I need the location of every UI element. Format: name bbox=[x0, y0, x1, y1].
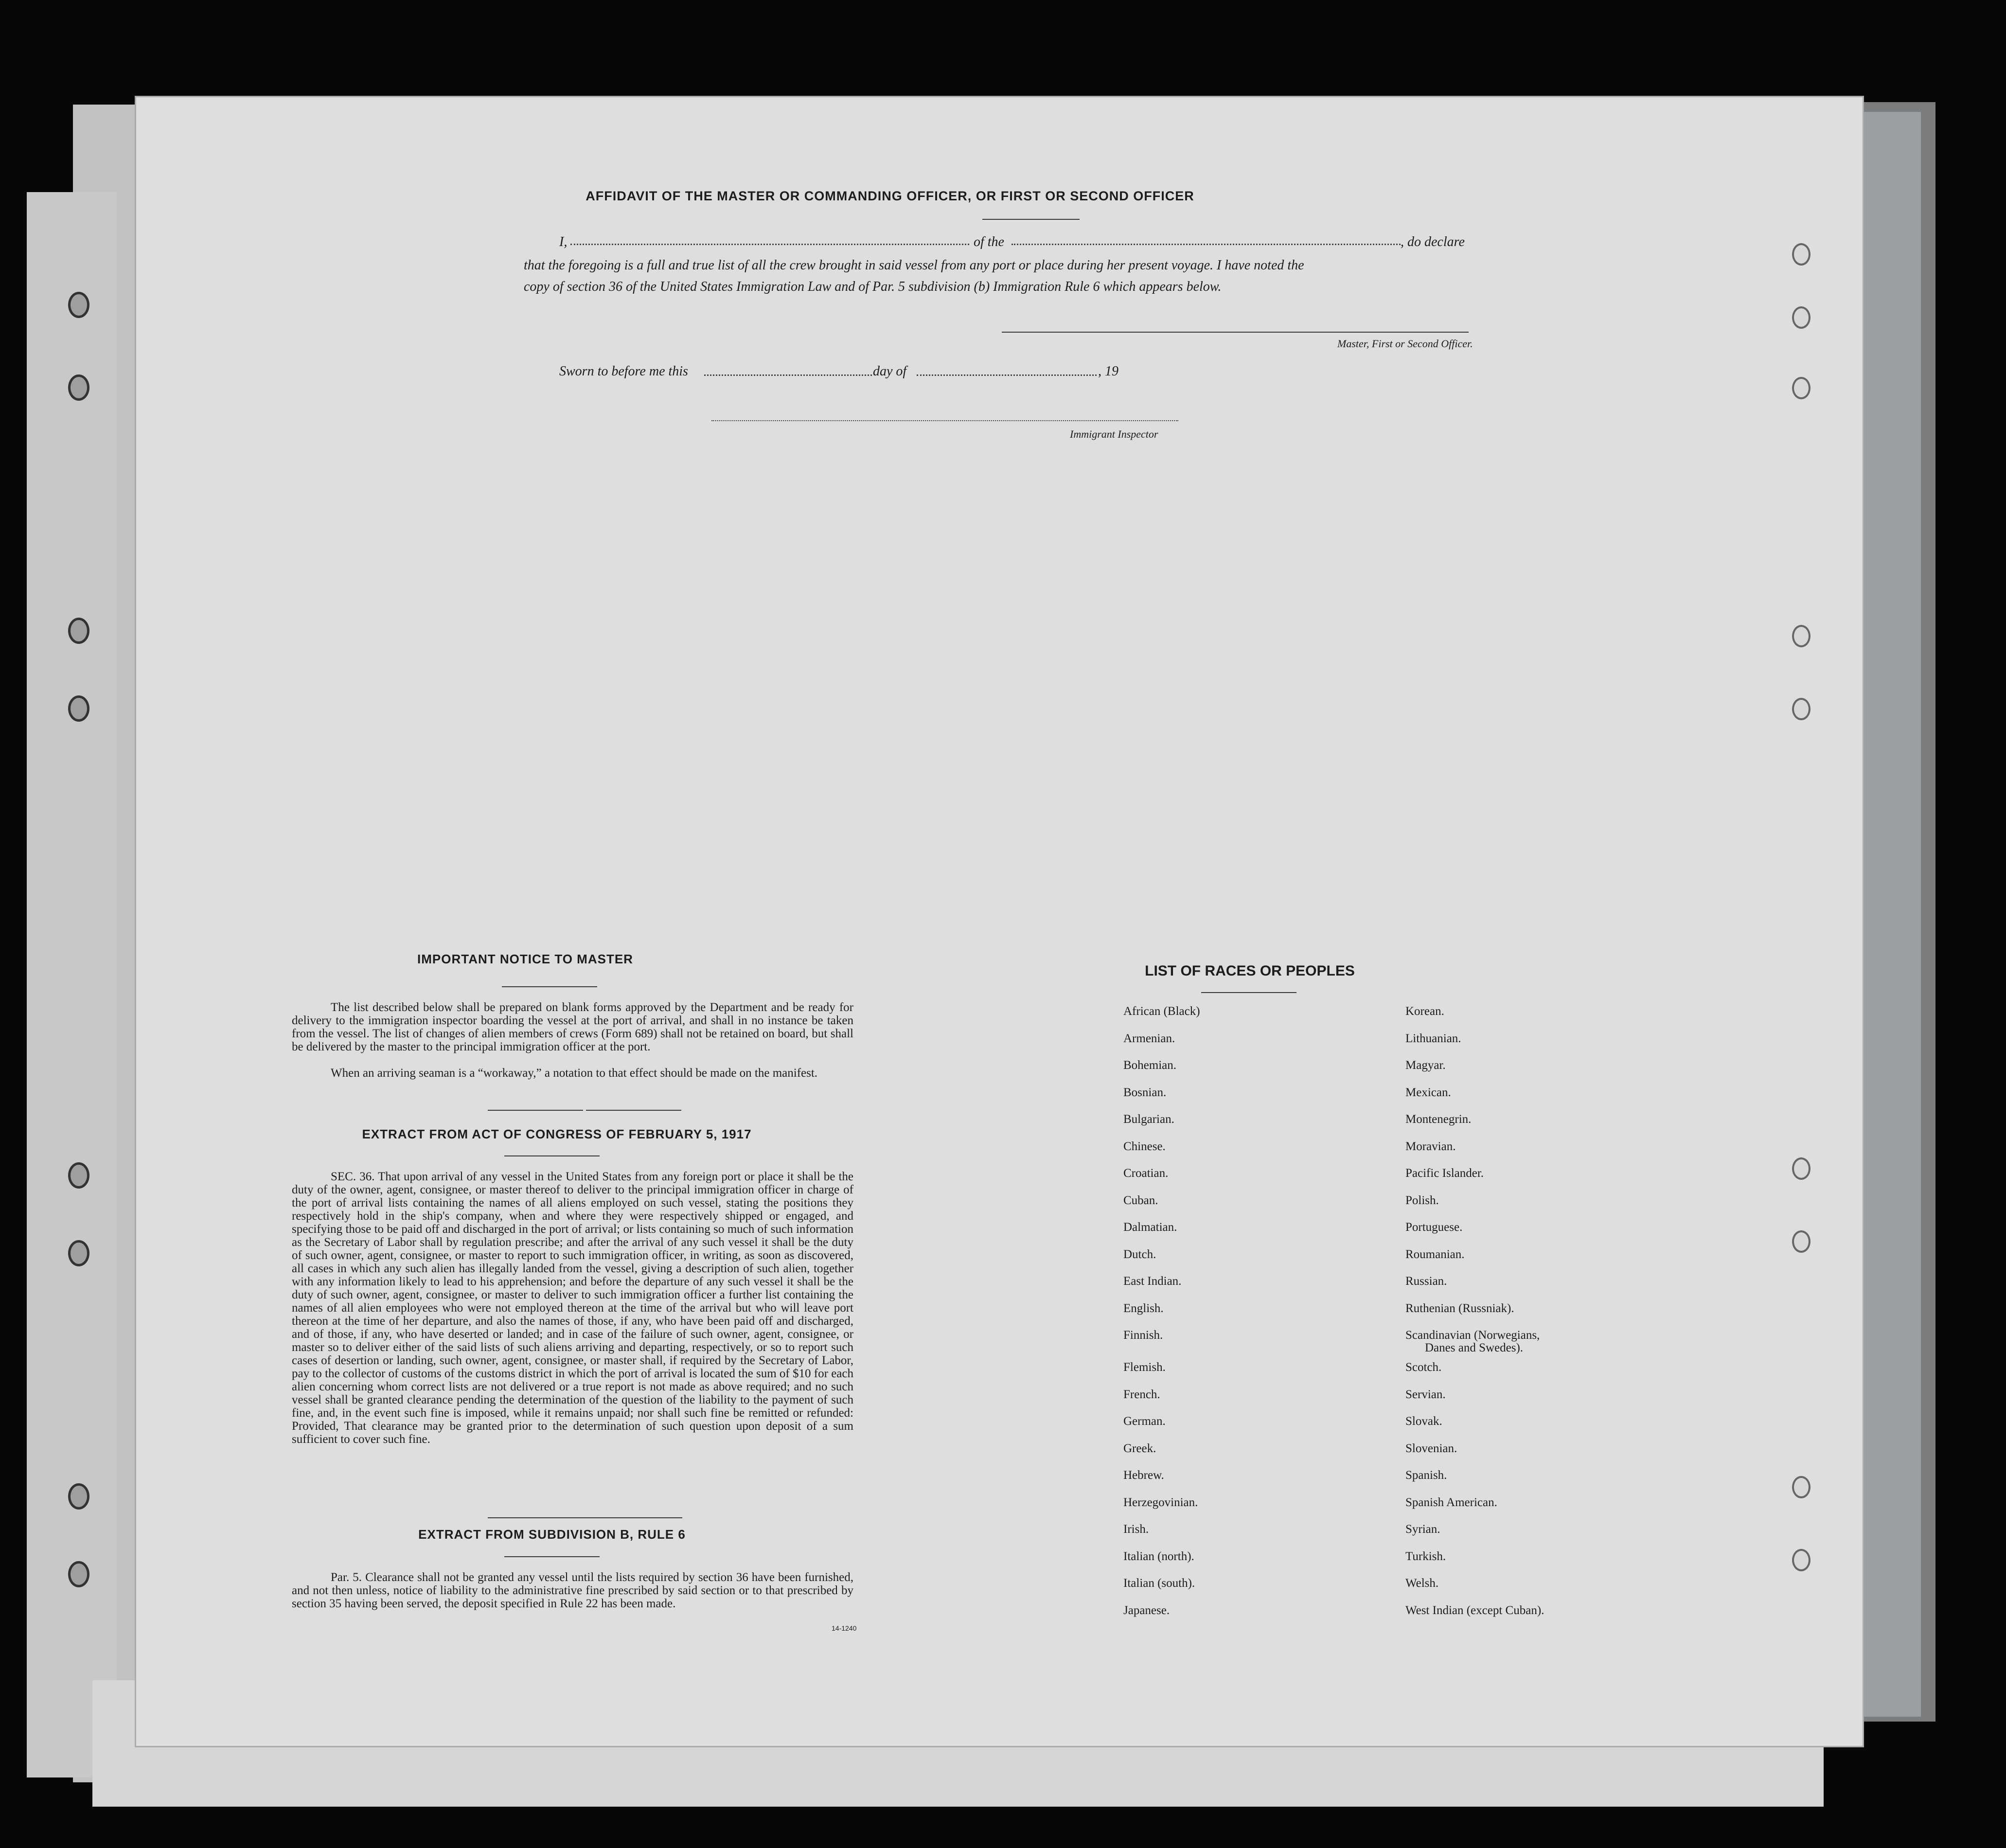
rule-extract-title: EXTRACT FROM SUBDIVISION B, RULE 6 bbox=[418, 1527, 686, 1542]
master-name-field[interactable] bbox=[570, 244, 969, 245]
race-item: Turkish. bbox=[1405, 1549, 1446, 1563]
separator-rule-right bbox=[586, 1110, 681, 1111]
sworn-year: , 19 bbox=[1098, 364, 1118, 379]
race-item: Bulgarian. bbox=[1123, 1113, 1174, 1126]
binder-hole bbox=[1792, 625, 1811, 647]
notice-paragraph-2: When an arriving seaman is a “workaway,” a notation to that effect should be made on the manifest. bbox=[331, 1066, 818, 1080]
affidavit-do-declare: , do declare bbox=[1401, 234, 1465, 249]
race-item: Cuban. bbox=[1123, 1193, 1158, 1207]
race-item-continuation: Danes and Swedes). bbox=[1425, 1341, 1524, 1354]
race-item: Bohemian. bbox=[1123, 1059, 1177, 1072]
race-item: Dalmatian. bbox=[1123, 1221, 1177, 1234]
separator-rule-left bbox=[488, 1110, 583, 1111]
binder-hole bbox=[68, 1162, 89, 1189]
race-item: Hebrew. bbox=[1123, 1469, 1164, 1482]
backing-sheet-right-edge bbox=[1863, 112, 1921, 1717]
inspector-signature-line[interactable] bbox=[711, 420, 1178, 421]
affidavit-line-2: that the foregoing is a full and true list of all the crew brought in said vessel from any port or place during her present voyage. I have noted the bbox=[524, 258, 1304, 273]
races-title: LIST OF RACES OR PEOPLES bbox=[1145, 963, 1355, 979]
sworn-day-field[interactable] bbox=[704, 374, 872, 376]
form-page bbox=[136, 97, 1863, 1746]
race-item: Armenian. bbox=[1123, 1031, 1175, 1045]
binder-hole bbox=[1792, 243, 1811, 266]
race-item: Italian (south). bbox=[1123, 1577, 1195, 1590]
binder-hole bbox=[68, 1561, 89, 1587]
race-item: Scandinavian (Norwegians, bbox=[1405, 1329, 1540, 1342]
sworn-prefix: Sworn to before me this bbox=[559, 364, 688, 379]
race-item: Servian. bbox=[1405, 1387, 1446, 1401]
race-item: Slovenian. bbox=[1405, 1441, 1457, 1455]
binder-hole bbox=[1792, 377, 1811, 399]
race-item: Croatian. bbox=[1123, 1167, 1169, 1180]
race-item: West Indian (except Cuban). bbox=[1405, 1603, 1544, 1617]
race-item: Mexican. bbox=[1405, 1085, 1451, 1099]
race-item: Irish. bbox=[1123, 1523, 1149, 1536]
race-item: Lithuanian. bbox=[1405, 1031, 1461, 1045]
binder-hole bbox=[1792, 1549, 1811, 1571]
binder-hole bbox=[68, 695, 89, 722]
race-item: Korean. bbox=[1405, 1005, 1444, 1018]
act-extract-title: EXTRACT FROM ACT OF CONGRESS OF FEBRUARY 5, 1917 bbox=[362, 1127, 752, 1141]
binder-hole bbox=[1792, 306, 1811, 329]
form-number: 14-1240 bbox=[832, 1624, 857, 1632]
race-item: Scotch. bbox=[1405, 1361, 1442, 1374]
race-item: Magyar. bbox=[1405, 1059, 1446, 1072]
signature-label: Master, First or Second Officer. bbox=[1337, 338, 1473, 350]
race-item: German. bbox=[1123, 1415, 1166, 1428]
affidavit-i: I, bbox=[559, 234, 568, 249]
binder-hole bbox=[1792, 1157, 1811, 1180]
binder-hole bbox=[68, 1240, 89, 1266]
race-item: Moravian. bbox=[1405, 1139, 1456, 1153]
race-item: Syrian. bbox=[1405, 1523, 1440, 1536]
binder-hole bbox=[1792, 1476, 1811, 1498]
binder-hole bbox=[68, 618, 89, 644]
race-item: Bosnian. bbox=[1123, 1085, 1167, 1099]
race-item: Portuguese. bbox=[1405, 1221, 1463, 1234]
signature-line[interactable] bbox=[1002, 332, 1469, 333]
rule-extract-body: Par. 5. Clearance shall not be granted any vessel until the lists required by section 36 have been furnished, and not then unless, notice of liability to the administrative fine prescribed by said section or to that prescribed by section 35 having been served, the deposit specified in Rule 22 has been made. bbox=[292, 1571, 853, 1610]
sworn-month-field[interactable] bbox=[917, 374, 1097, 376]
race-item: English. bbox=[1123, 1301, 1164, 1315]
race-item: Montenegrin. bbox=[1405, 1113, 1472, 1126]
race-item: Roumanian. bbox=[1405, 1247, 1465, 1261]
sworn-day-of: day of bbox=[873, 364, 907, 379]
binder-hole bbox=[1792, 698, 1811, 720]
binder-hole bbox=[1792, 1230, 1811, 1253]
affidavit-title: AFFIDAVIT OF THE MASTER OR COMMANDING OFFICER, OR FIRST OR SECOND OFFICER bbox=[586, 189, 1194, 203]
race-item: Italian (north). bbox=[1123, 1549, 1194, 1563]
title-rule bbox=[982, 219, 1080, 220]
affidavit-line-3: copy of section 36 of the United States Immigration Law and of Par. 5 subdivision (b) Immigration Rule 6 which appears below. bbox=[524, 279, 1222, 294]
race-item: African (Black) bbox=[1123, 1005, 1200, 1018]
race-item: Dutch. bbox=[1123, 1247, 1156, 1261]
notice-paragraph-1: The list described below shall be prepared on blank forms approved by the Department and be ready for delivery to the immigration inspector boarding the vessel at the port of arrival, and shall in no instance be taken from the vessel. The list of changes of alien members of crews (Form 689) shall not be retained on board, but shall be delivered by the master to the principal immigration officer at the port. bbox=[292, 1001, 853, 1053]
vessel-name-field[interactable] bbox=[1012, 244, 1401, 245]
race-item: Finnish. bbox=[1123, 1329, 1163, 1342]
race-item: Pacific Islander. bbox=[1405, 1167, 1484, 1180]
race-item: Welsh. bbox=[1405, 1577, 1439, 1590]
race-item: Spanish. bbox=[1405, 1469, 1447, 1482]
race-item: Greek. bbox=[1123, 1441, 1156, 1455]
binder-hole bbox=[68, 1483, 89, 1510]
act-extract-body: SEC. 36. That upon arrival of any vessel in the United States from any foreign port or place it shall be the duty of the owner, agent, consignee, or master thereof to deliver to the principal immigration officer in charge of the port of arrival lists containing the names of all aliens employed on such vessel, stating the positions they respectively hold in the ship's company, when and where they were respectively shipped or engaged, and specifying those to be paid off and discharged in the port of arrival; or lists containing so much of such information as the Secretary of Labor shall by regulation prescribe; and after the arrival of any such vessel it shall be the duty of such owner, agent, consignee, or master to report to such immigration officer, in writing, as soon as discovered, all cases in which any such alien has illegally landed from the vessel, giving a description of such alien, together with any information likely to lead to his apprehension; and before the departure of any such vessel it shall be the duty of such owner, agent, consignee, or master to deliver to such immigration officer a further list containing the names of all alien employees who were not employed thereon at the time of the arrival but who will leave port thereon at the time of her departure, and also the names of those, if any, who have been paid off and discharged, and of those, if any, who have deserted or landed; and in case of the failure of such owner, agent, consignee, or master so to deliver either of the said lists of such aliens arriving and departing, respectively, or so to report such cases of desertion or landing, such owner, agent, consignee, or master shall, if required by the Secretary of Labor, pay to the collector of customs of the customs district in which the port of arrival is located the sum of $10 for each alien concerning whom correct lists are not delivered or a true report is not made as above required; and no such vessel shall be granted clearance pending the determination of the question of the liability to the payment of such fine, and, in the event such fine is imposed, while it remains unpaid; nor shall such fine be remitted or refunded: Provided, That clearance may be granted prior to the determination of such question upon deposit of a sum sufficient to cover such fine. bbox=[292, 1170, 853, 1446]
affidavit-of-the: of the bbox=[974, 234, 1004, 249]
race-item: Flemish. bbox=[1123, 1361, 1166, 1374]
inspector-label: Immigrant Inspector bbox=[1070, 428, 1158, 440]
race-item: Russian. bbox=[1405, 1275, 1447, 1288]
race-item: Slovak. bbox=[1405, 1415, 1442, 1428]
binder-hole bbox=[68, 374, 89, 401]
binder-hole bbox=[68, 292, 89, 318]
notice-title: IMPORTANT NOTICE TO MASTER bbox=[417, 952, 633, 966]
races-rule bbox=[1201, 992, 1296, 993]
race-item: Japanese. bbox=[1123, 1603, 1170, 1617]
race-item: Ruthenian (Russniak). bbox=[1405, 1301, 1514, 1315]
race-item: East Indian. bbox=[1123, 1275, 1182, 1288]
race-item: Chinese. bbox=[1123, 1139, 1166, 1153]
rule-rule bbox=[504, 1556, 600, 1557]
race-item: French. bbox=[1123, 1387, 1160, 1401]
notice-rule bbox=[502, 986, 597, 987]
backing-sheet-left bbox=[27, 192, 117, 1777]
act-end-rule bbox=[488, 1517, 682, 1518]
race-item: Herzegovinian. bbox=[1123, 1495, 1198, 1509]
race-item: Spanish American. bbox=[1405, 1495, 1497, 1509]
race-item: Polish. bbox=[1405, 1193, 1439, 1207]
act-rule bbox=[504, 1155, 600, 1156]
